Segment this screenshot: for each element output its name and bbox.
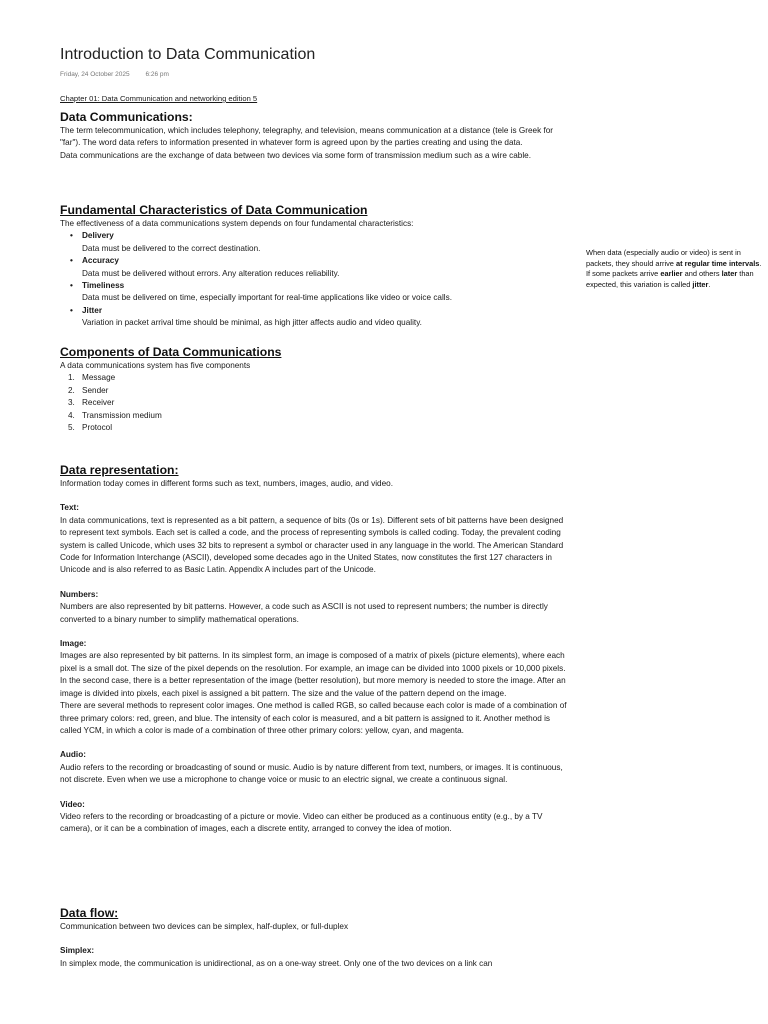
side-note-text: and others bbox=[682, 269, 722, 279]
list-item-label: Sender bbox=[82, 385, 109, 395]
side-note-bold: later bbox=[721, 269, 738, 279]
list-item-label: Protocol bbox=[82, 423, 113, 433]
side-note-text: When data (especially audio or video) is sent in packets, they should arrive bbox=[586, 248, 741, 268]
characteristics-list bbox=[60, 230, 570, 329]
list-item bbox=[82, 255, 570, 280]
list-item-label: • Timeliness bbox=[82, 281, 124, 290]
list-item-label: • Jitter bbox=[82, 306, 102, 315]
list-item-number: 2. bbox=[68, 385, 75, 395]
page-time: 6:26 pm bbox=[145, 71, 169, 78]
subheading-text: Text: bbox=[60, 503, 79, 513]
paragraph: Video refers to the recording or broadcasting of a picture or movie. Video can either be produced as a continuous entity (e.g., by a TV camera), or it can be a combination of images, each a discrete entity, arranged to convey the idea of motion. bbox=[60, 811, 543, 834]
list-item-label: • Delivery bbox=[82, 231, 114, 240]
page-meta bbox=[60, 71, 183, 78]
side-note-bold: earlier bbox=[660, 269, 683, 279]
chapter-line: Chapter 01: Data Communication and networking edition 5 bbox=[60, 94, 258, 103]
heading-data-representation: Data representation: bbox=[60, 463, 179, 477]
list-item-label: • Accuracy bbox=[82, 256, 119, 265]
list-item bbox=[82, 305, 570, 330]
side-note-bold: jitter bbox=[692, 279, 709, 289]
list-item bbox=[68, 422, 570, 434]
list-item-desc: Data must be delivered on time, especially important for real-time applications like video or voice calls. bbox=[82, 293, 452, 303]
paragraph: In simplex mode, the communication is unidirectional, as on a one-way street. Only one of the two devices on a link can bbox=[60, 958, 493, 968]
list-item bbox=[68, 397, 570, 409]
list-item bbox=[82, 280, 570, 305]
paragraph: Images are also represented by bit patterns. In its simplest form, an image is composed of a matrix of pixels (picture elements), where each pixel is a small dot. The size of the pixel depends on the resolution. For example, an image can be divided into 1000 pixels or 10,000 pixels. In the second case, there is a better representation of the image (better resolution), but more memory is needed to store the image. After an image is divided into pixels, each pixel is assigned a bit pattern. The size and the value of the pattern depend on the image. bbox=[60, 651, 566, 698]
list-item bbox=[68, 385, 570, 397]
section-data-representation bbox=[60, 463, 570, 836]
side-note-text: . If some packets arrive bbox=[586, 258, 762, 279]
side-note-bold: at regular time intervals bbox=[675, 258, 760, 268]
page-title: Introduction to Data Communication bbox=[60, 46, 316, 63]
heading-fundamental: Fundamental Characteristics of Data Communication bbox=[60, 203, 368, 217]
paragraph: Numbers are also represented by bit patterns. However, a code such as ASCII is not used to represent numbers; the number is directly converted to a binary number to simplify mathematical operations. bbox=[60, 602, 548, 624]
list-item-desc: Variation in packet arrival time should be minimal, as high jitter affects audio and video quality. bbox=[82, 318, 422, 328]
side-note-text: . bbox=[708, 279, 711, 289]
heading-data-flow: Data flow: bbox=[60, 906, 119, 920]
list-item bbox=[68, 410, 570, 422]
list-item-number: 5. bbox=[68, 423, 75, 433]
paragraph: There are several methods to represent color images. One method is called RGB, so called because each color is made of a combination of three primary colors: red, green, and blue. The intensity of each color is measured, and a bit pattern is assigned to it. Another method is called YCM, in which a color is made of a combination of three other primary colors: yellow, cyan, and magenta. bbox=[60, 701, 567, 735]
list-item-label: Message bbox=[82, 373, 116, 383]
section-components bbox=[60, 345, 570, 434]
list-item-desc: Data must be delivered without errors. Any alteration reduces reliability. bbox=[82, 268, 340, 278]
list-item-desc: Data must be delivered to the correct destination. bbox=[82, 243, 261, 253]
subheading-video: Video: bbox=[60, 799, 85, 809]
paragraph: A data communications system has five components bbox=[60, 361, 251, 370]
list-item bbox=[82, 230, 570, 255]
side-note-jitter bbox=[586, 248, 764, 290]
list-item bbox=[68, 372, 570, 384]
heading-components: Components of Data Communications bbox=[60, 345, 282, 359]
paragraph: In data communications, text is represented as a bit pattern, a sequence of bits (0s or 1s). Different sets of bit patterns have been designed to represent text symbols. Each set is called a code, and the process of representing symbols is called coding. Today, the prevalent coding system is called Unicode, which uses 32 bits to represent a symbol or character used in any language in the world. The American Standard Code for Information Interchange (ASCII), developed some decades ago in the United States, now constitutes the first 127 characters in Unicode and is also referred to as Basic Latin. Appendix A includes part of the Unicode. bbox=[60, 515, 564, 575]
components-list bbox=[60, 372, 570, 434]
heading-data-communications: Data Communications: bbox=[60, 110, 193, 124]
list-item-number: 1. bbox=[68, 373, 75, 383]
side-note-text: than expected, this variation is called bbox=[586, 269, 754, 289]
list-item-label: Receiver bbox=[82, 398, 115, 408]
paragraph: The term telecommunication, which includes telephony, telegraphy, and television, means communication at a distance (tele is Greek for "far"). The word data refers to information presented in whatever form is agreed upon by the parties creating and using the data. bbox=[60, 126, 554, 148]
subheading-image: Image: bbox=[60, 639, 87, 649]
section-data-communications bbox=[60, 110, 570, 162]
list-item-number: 3. bbox=[68, 398, 75, 408]
section-fundamental bbox=[60, 203, 570, 330]
paragraph: Audio refers to the recording or broadcasting of sound or music. Audio is by nature different from text, numbers, or images. It is continuous, not discrete. Even when we use a microphone to change voice or music to an electric signal, we create a continuous signal. bbox=[60, 762, 563, 785]
section-data-flow bbox=[60, 906, 570, 970]
subheading-simplex: Simplex: bbox=[60, 946, 95, 956]
paragraph: Communication between two devices can be simplex, half-duplex, or full-duplex bbox=[60, 922, 349, 931]
page-date: Friday, 24 October 2025 bbox=[60, 71, 130, 78]
list-item-number: 4. bbox=[68, 410, 75, 420]
list-item-label: Transmission medium bbox=[82, 410, 162, 420]
paragraph: Data communications are the exchange of data between two devices via some form of transmission medium such as a wire cable. bbox=[60, 150, 532, 160]
paragraph: The effectiveness of a data communications system depends on four fundamental characteristics: bbox=[60, 219, 414, 228]
paragraph: Information today comes in different forms such as text, numbers, images, audio, and video. bbox=[60, 479, 393, 488]
subheading-audio: Audio: bbox=[60, 750, 86, 760]
subheading-numbers: Numbers: bbox=[60, 589, 99, 599]
